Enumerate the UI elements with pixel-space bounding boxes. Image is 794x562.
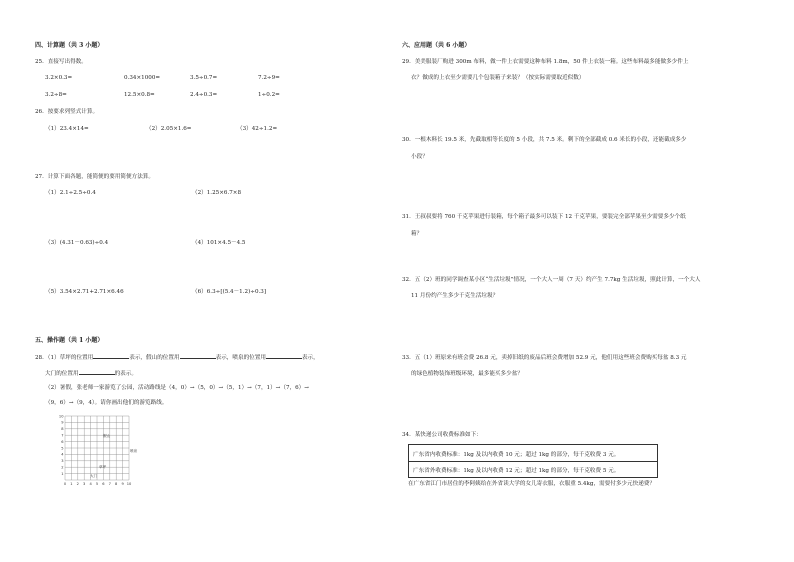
x-tick-label: 7	[108, 482, 111, 486]
x-tick-label: 0	[63, 482, 67, 486]
q30-line2: 小段？	[411, 154, 428, 160]
q25-item: 0.34×1000=	[124, 75, 161, 81]
grid-label-penquan: 喷泉	[130, 449, 138, 453]
fee-row	[409, 461, 657, 477]
x-tick-label: 5	[95, 482, 99, 486]
q27-item: （4）101×4.5－4.5	[192, 240, 246, 246]
q27-stem: 27．计算下面各题，能简便的要用简便方法算。	[35, 174, 154, 180]
q27-item: （6）6.3÷[(5.4－1.2)÷0.3]	[192, 289, 267, 295]
q25-item: 12.5×0.8=	[124, 92, 155, 98]
grid-label-caoping: 草坪	[99, 465, 107, 469]
q33-line2: 的绿色植物装饰班级环境，最多能买多少盆？	[411, 371, 523, 377]
q25-item: 7.2÷9=	[258, 75, 280, 81]
y-tick-label: 8	[61, 427, 64, 432]
x-tick-label: 1	[70, 482, 73, 486]
y-tick-label: 4	[61, 452, 64, 457]
q28-line3: （2）暑假，张老师一家游览了公园，活动路线是（4，0）→（5，0）→（5，1）→（7，1）→（7，6）→	[45, 385, 309, 391]
x-tick-label: 9	[121, 482, 124, 486]
answer-blank[interactable]	[266, 353, 302, 359]
sec4-title: 四、计算题（共 3 小题）	[35, 42, 104, 49]
fee-table	[408, 444, 658, 478]
q28-text: 大门的位置用	[45, 371, 79, 377]
q28-text: 表示，喷泉的位置用	[215, 355, 266, 361]
q28-text: 的表示。	[114, 371, 137, 377]
sec5-title: 五、操作题（共 1 小题）	[35, 337, 104, 344]
q25-item: 3.2×0.3=	[45, 75, 73, 81]
q31-line2: 箱？	[411, 231, 423, 237]
q34-stem: 34．某快递公司收费标准如下：	[402, 432, 482, 438]
fee-text: 广东省外收费标准：1kg 及以内收费 12 元；超过 1kg 的部分，每千克收费 5 元。	[413, 468, 620, 474]
coordinate-grid	[55, 412, 155, 490]
q29-line2: 衣？做成的上衣至少需要几个包装箱子来装？（按实际需要取近似数）	[411, 75, 585, 81]
grid-label-jiashan: 假山	[103, 434, 111, 438]
q25-item: 1÷0.2=	[258, 92, 280, 98]
x-tick-label: 2	[76, 482, 79, 486]
q31-line1: 31．王叔叔要将 760 千克苹果进行装箱，每个箱子最多可以装下 12 千克苹果，要装完全部苹果至少需要多少个纸	[402, 214, 686, 220]
q27-item: （2）1.25×6.7×8	[192, 190, 242, 196]
y-tick-label: 7	[61, 433, 64, 438]
grid-label-damen: 大门	[90, 474, 98, 478]
q29-line1: 29．美美服装厂购进 300m 布料，做一件上衣需要这种布料 1.8m，50 件上衣装一箱。这些布料最多能做多少件上	[402, 59, 689, 65]
q25-item: 3.5÷0.7=	[190, 75, 218, 81]
q28-text: 表示，	[301, 355, 319, 361]
y-tick-label: 6	[61, 439, 64, 444]
q32-line1: 32．五（2）班的同学调查某小区“生活垃圾”情况，一个大人一周（7 天）约产生 7.7kg 生活垃圾，照此计算，一个大人	[402, 277, 701, 283]
y-tick-label: 10	[58, 414, 64, 419]
q28-text: 表示，假山的位置用	[129, 355, 180, 361]
x-tick-label: 6	[102, 482, 105, 486]
q26-item: （1）23.4×14=	[45, 126, 89, 132]
q25-stem: 25．直接写出得数。	[35, 59, 87, 65]
q28-line2	[45, 369, 137, 378]
q27-item: （3）(4.31－0.63)÷0.4	[45, 240, 109, 246]
x-tick-label: 10	[126, 482, 132, 486]
x-tick-label: 4	[89, 482, 92, 486]
q27-item: （5）3.54×2.71+2.71×6.46	[45, 289, 124, 295]
fee-text: 广东省内收费标准：1kg 及以内收费 10 元；超过 1kg 的部分，每千克收费 3 元。	[413, 452, 620, 458]
answer-blank[interactable]	[93, 353, 129, 359]
fee-row	[409, 445, 657, 462]
q28-line4: （9，6）→（9，4）。请你画出他们的游览路线。	[45, 400, 168, 406]
q32-line2: 11 月份约产生多少千克生活垃圾？	[411, 293, 499, 299]
sec6-title: 六、应用题（共 6 小题）	[402, 42, 471, 49]
q33-line1: 33．五（1）班原来有班会费 26.8 元，卖掉旧纸的废品后班会费增加 52.9 元，他们用这些班会费购买每盆 8.3 元	[402, 355, 687, 361]
q30-line1: 30．一根木料长 19.5 米，先截取相等长度的 5 小段，共 7.5 米。剩下的全部截成 0.6 米长的小段，还能截成多少	[402, 137, 687, 143]
q25-item: 3.2÷8=	[45, 92, 67, 98]
y-tick-label: 9	[61, 420, 64, 425]
x-tick-label: 3	[83, 482, 86, 486]
y-tick-label: 2	[61, 465, 64, 470]
q26-stem: 26．按要求列竖式计算。	[35, 109, 99, 115]
q28-line1	[35, 353, 319, 362]
y-tick-label: 3	[61, 459, 64, 464]
q26-item: （2）2.05×1.6=	[146, 126, 192, 132]
y-tick-label: 1	[61, 471, 64, 476]
answer-blank[interactable]	[180, 353, 216, 359]
q25-item: 2.4÷0.3=	[190, 92, 218, 98]
y-tick-label: 5	[61, 446, 64, 451]
x-tick-label: 8	[115, 482, 118, 486]
q34-question: 在广东省江门市居住的李阿姨给在外省读大学的女儿寄衣服，衣服重 5.4kg，需要付多少元快递费？	[408, 481, 655, 487]
q27-item: （1）2.1÷2.5÷0.4	[45, 190, 96, 196]
answer-blank[interactable]	[79, 369, 115, 375]
q28-text: 28．（1）草坪的位置用	[35, 355, 94, 361]
q26-item: （3）42÷1.2=	[237, 126, 278, 132]
